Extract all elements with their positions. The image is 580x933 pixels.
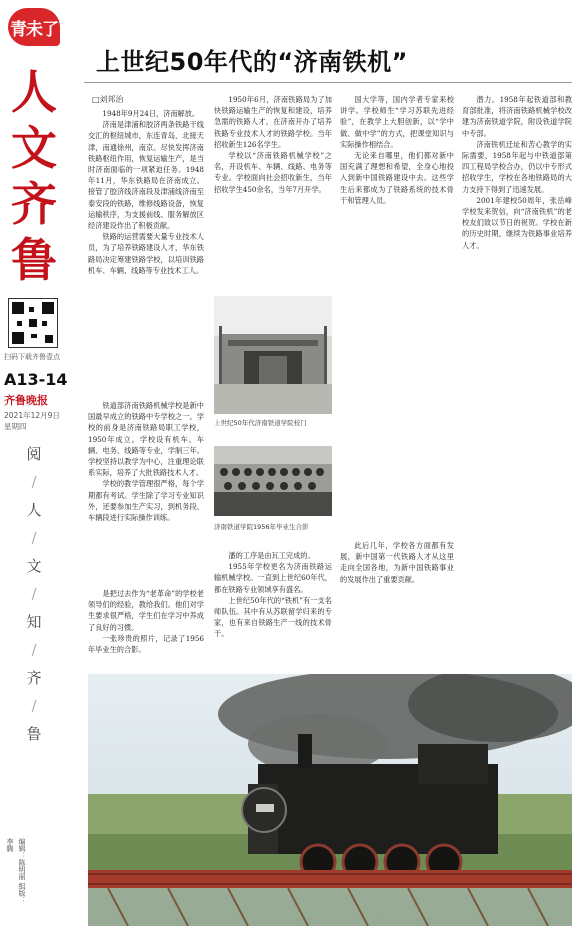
article-column-2b	[214, 550, 332, 668]
paragraph: 铁道部济南铁路机械学校是新中国最早成立的铁路中专学校之一。学校的前身是济南铁路局职工学校，1950年成立。学校设有机车、车辆、电务、线路等专业，学制三年。学校坚持以教学为中心，注重理论联系实际，培养了大批铁路技术人才。	[88, 401, 204, 478]
vertical-slogan: 阅 / 人 / 文 / 知 / 齐 / 鲁	[12, 440, 56, 748]
article-column-4	[462, 94, 572, 668]
photo-caption: 济南铁道学院1956年毕业生合影	[214, 523, 309, 531]
article-column-2	[214, 94, 332, 274]
paragraph: 1948年9月24日，济南解放。	[102, 109, 200, 118]
graduates-photo	[214, 446, 332, 516]
paper-name: 齐鲁晚报	[4, 394, 48, 407]
paragraph: 无论来自哪里，他们都对新中国充满了理想和希望，全身心地投入到新中国铁路建设中去。这些学生后来都成为了铁路系统的技术骨干和管理人员。	[340, 151, 454, 205]
paragraph: 济南铁机迁址和苦心教学的实际需要，1958年起与中铁道部第四工程局学校合办，仍以中专形式招收学生，学校在各地铁路局的大力支持下得到了迅速发展。	[462, 139, 572, 194]
paragraph: 铁路的运营需要大量专业技术人员，为了培养铁路建设人才，华东铁路局决定筹建铁路学校，以培训铁路机车、车辆、线路等专业技术工人。	[88, 232, 204, 275]
editor-line: 编辑：陈明丽	[18, 838, 26, 880]
qr-code-icon[interactable]	[8, 298, 58, 348]
byline: □刘邦治	[92, 95, 124, 104]
slogan-char: 齐	[26, 669, 42, 687]
editor-credits	[4, 838, 28, 908]
slogan-char: 鲁	[26, 725, 42, 743]
paragraph: 潘的工序是由瓦工完成的。	[228, 551, 315, 560]
article-column-3b	[340, 540, 454, 668]
paragraph: 学校以“济南铁路机械学校”之名，开设机车、车辆、线路、电务等专业。学校面向社会招收新生，当年招收学生450余名，当年7月开学。	[214, 151, 332, 194]
photo-caption: 上世纪50年代济南铁道学院校门	[214, 419, 307, 427]
paragraph: 1950年6月，济南铁路局为了加快铁路运输生产的恢复和建设，培养急需的铁路人才，在济南开办了培养铁路专业技术人才的铁路学校。当年招收新生126名学生。	[214, 95, 332, 149]
paragraph: 学校的教学管理很严格，每个学期都有考试。学生除了学习专业知识外，还要参加生产实习，到机务段、车辆段进行实际操作训练。	[88, 479, 204, 523]
slogan-char: 阅	[26, 445, 42, 463]
steam-locomotive-photo	[88, 674, 572, 926]
qr-caption: 扫码下载齐鲁壹点	[4, 353, 60, 361]
section-title	[4, 64, 64, 288]
slogan-char: 知	[26, 613, 42, 631]
paragraph: 潜力。1958年起铁道部和教育部批准，将济南铁路机械学校改建为济南铁道学院，附设铁道学院中专部。	[462, 95, 572, 138]
section-title-char: 人	[11, 65, 57, 119]
brand-logo: 青未了	[8, 8, 60, 46]
slogan-char: 人	[26, 501, 42, 519]
article-column-1	[88, 108, 204, 398]
proof-line: 组版：李腾	[6, 838, 26, 904]
page-number: A13-14	[4, 370, 68, 389]
slogan-char: 文	[26, 557, 42, 575]
paragraph: 1955年学校更名为济南铁路运输机械学校。一直到上世纪60年代，都在铁路专业领域享有盛名。	[214, 562, 332, 594]
paragraph: 此后几年，学校各方面都有发展，新中国第一代铁路人才从这里走向全国各地，为新中国铁路事业的发展作出了重要贡献。	[340, 541, 454, 584]
paragraph: 济南是津浦和胶济两条铁路干线交汇的枢纽城市，东连青岛，北接天津，南通徐州，南京。尽快发挥济南铁路枢纽作用，恢复运输生产，是当时济南面临的一项紧迫任务。1948年11月，华东铁路局在济南成立。接管了胶济线济南段及津浦线济南至泰安段的铁路，维修线路设备，恢复运输秩序，为支援前线、服务解放区经济建设作出了积极贡献。	[88, 120, 204, 231]
section-title-char: 文	[11, 121, 57, 175]
article-column-3	[340, 94, 454, 534]
issue-date	[4, 410, 60, 432]
date-line: 2021年12月9日	[4, 411, 60, 420]
paragraph: 2001年建校50周年，张岳峰学校发来贺信，向“济南铁机”的老校友们致以节日的祝贺。学校在新的历史时期，继续为铁路事业培养人才。	[462, 195, 572, 250]
section-title-char: 齐	[11, 177, 57, 231]
section-title-char: 鲁	[11, 233, 57, 287]
title-divider	[84, 82, 572, 83]
paragraph: 一张珍贵的照片，记录了1956年毕业生的合影。	[88, 633, 204, 655]
article-column-1b	[88, 400, 204, 585]
sidebar	[0, 0, 68, 933]
paragraph: 国大学等，国内学者专家来校讲学。学校师生“学习苏联先进经验”，在教学上大胆创新，以“学中做、做中学”的方式，把课堂知识与实际操作相结合。	[340, 95, 454, 149]
weekday-line: 星期四	[4, 422, 27, 431]
paragraph: 上世纪50年代的“铁机”有一支名师队伍。其中有从苏联留学归来的专家，也有来自铁路生产一线的技术骨干。	[214, 595, 332, 639]
article-column-1c	[88, 588, 204, 668]
school-gate-photo	[214, 296, 332, 414]
article-title: 上世纪50年代的“济南铁机”	[96, 48, 408, 76]
paragraph: 是把过去作为“老革命”的学校老领导们的经验，教给我们。他们对学生要求很严格，学生们在学习中养成了良好的习惯。	[88, 589, 204, 632]
